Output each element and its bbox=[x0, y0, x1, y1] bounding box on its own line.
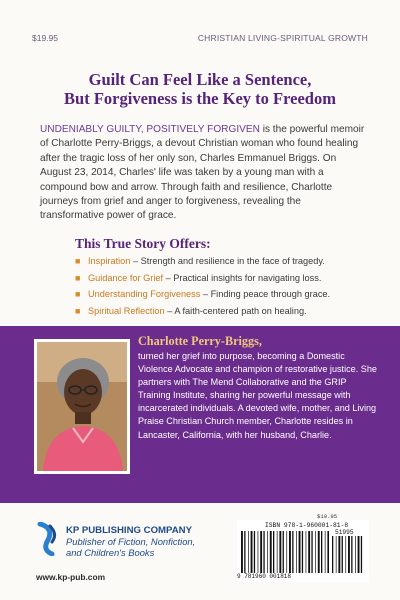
offer-text: – Practical insights for navigating loss. bbox=[163, 272, 322, 283]
book-description bbox=[40, 123, 365, 224]
offers-list-item bbox=[75, 303, 375, 320]
publisher-block bbox=[36, 520, 256, 590]
author-name: Charlotte Perry-Briggs, bbox=[138, 334, 262, 348]
bullet-icon: ■ bbox=[75, 272, 81, 283]
offer-term: Guidance for Grief bbox=[88, 272, 164, 283]
offers-list-item bbox=[75, 253, 375, 270]
offer-term: Spiritual Reflection bbox=[88, 305, 165, 316]
publisher-logo-icon bbox=[36, 522, 60, 556]
publisher-url: www.kp-pub.com bbox=[36, 572, 106, 582]
category-label: CHRISTIAN LIVING-SPIRITUAL GROWTH bbox=[197, 33, 368, 43]
offer-term: Understanding Forgiveness bbox=[88, 289, 201, 300]
ean-barcode bbox=[241, 531, 329, 573]
offer-text: – Finding peace through grace. bbox=[200, 289, 331, 300]
publisher-name: KP PUBLISHING COMPANY bbox=[66, 525, 192, 536]
offer-text: – Strength and resilience in the face of tragedy. bbox=[130, 256, 325, 266]
headline-line-1: Guilt Can Feel Like a Sentence, bbox=[88, 70, 312, 89]
barcode-price: $19.95 bbox=[317, 513, 338, 520]
bullet-icon: ■ bbox=[75, 305, 81, 316]
publisher-tagline bbox=[66, 536, 246, 558]
headline bbox=[0, 70, 400, 108]
barcode-digits: 9 781960 001818 bbox=[237, 573, 292, 580]
top-bar bbox=[32, 33, 368, 45]
offers-list-item bbox=[75, 270, 375, 287]
offer-term: Inspiration bbox=[88, 256, 131, 266]
offer-text: – A faith-centered path on healing. bbox=[164, 305, 307, 316]
isbn-label: ISBN 978-1-960001-81-8 bbox=[265, 522, 349, 529]
barcode-block bbox=[237, 513, 369, 582]
offers-title: This True Story Offers: bbox=[75, 236, 211, 251]
publisher-tagline-line-2: and Children's Books bbox=[66, 547, 155, 559]
addon-digits: 51995 bbox=[335, 529, 354, 536]
bullet-icon: ■ bbox=[75, 256, 81, 266]
author-bio: turned her grief into purpose, becoming a Domestic Violence Advocate and champion of restorative justice. She partners with The Mend Collaborative and the GRIP Training Institute, sharing her powerful message with incarcerated individuals. A devoted wife, mother, and Living Praise Christian Church member, Charlotte resides in Lancaster, California, with her husband, Charlie. bbox=[138, 351, 377, 440]
publisher-tagline-line-1: Publisher of Fiction, Nonfiction, bbox=[66, 536, 196, 547]
headline-line-2: But Forgiveness is the Key to Freedom bbox=[64, 89, 336, 108]
bullet-icon: ■ bbox=[75, 289, 81, 300]
addon-barcode bbox=[332, 536, 364, 573]
offers-list-item bbox=[75, 286, 375, 303]
author-photo bbox=[34, 339, 130, 474]
book-description-body: is the powerful memoir of Charlotte Perry-Briggs, a devout Christian woman who found healing after the tragic loss of her only son, Charles Emmanuel Briggs. On August 23, 2014, Charles' life was taken by a young man with a compound bow and arrow. Through faith and resilience, Charlotte journeys from grief and anger to forgiveness, revealing the transformative power of grace. bbox=[40, 124, 365, 222]
offers-list bbox=[75, 253, 375, 319]
price-label: $19.95 bbox=[32, 33, 58, 43]
author-portrait-image bbox=[37, 342, 127, 471]
book-title-lead: UNDENIABLY GUILTY, POSITIVELY FORGIVEN bbox=[40, 124, 260, 135]
